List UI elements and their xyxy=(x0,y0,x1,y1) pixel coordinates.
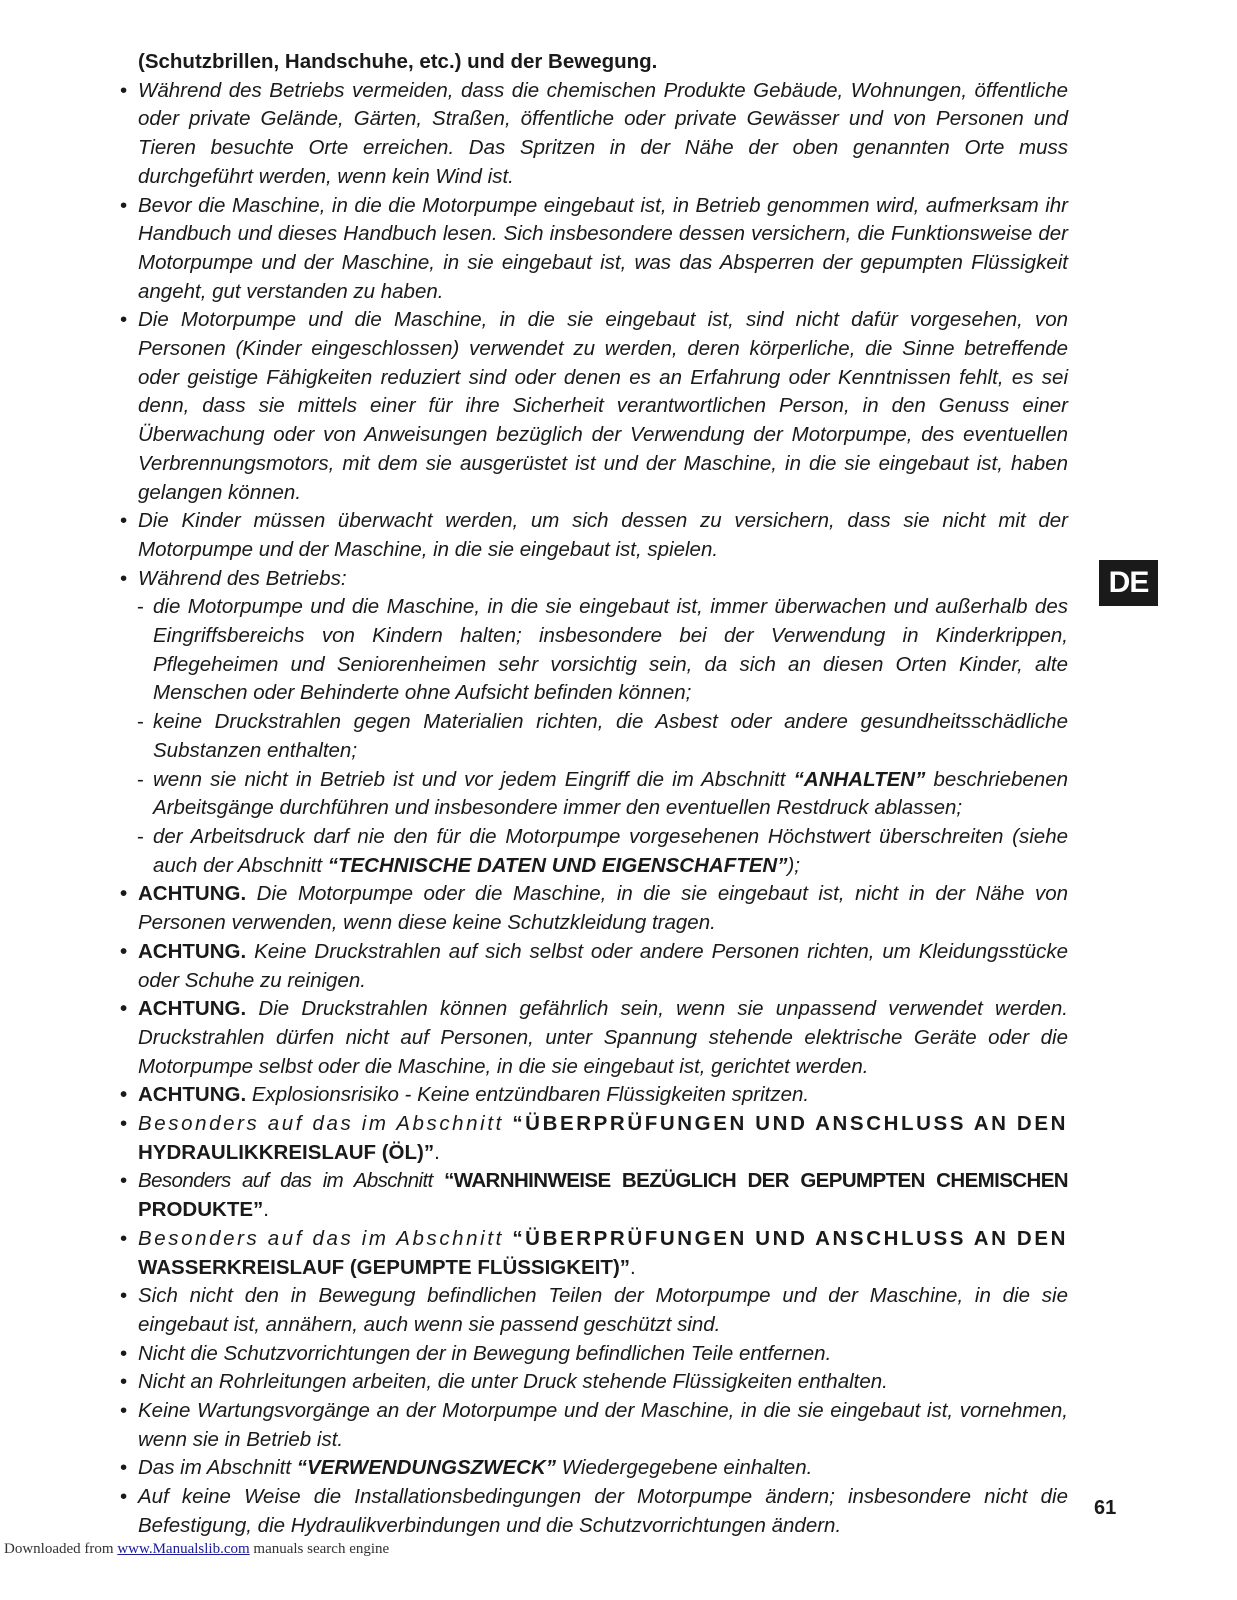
warning-text: Die Motorpumpe oder die Maschine, in die sie eingebaut ist, nicht in der Nähe von Personen verwenden, wenn diese keine Schutzkleidung tragen. xyxy=(138,882,1068,935)
section-reference: “ÜBERPRÜFUNGEN UND ANSCHLUSS AN DEN xyxy=(512,1112,1068,1136)
warning-label: ACHTUNG. xyxy=(138,997,247,1021)
bullet-marker: • xyxy=(120,1083,128,1107)
sub-item-text: die Motorpumpe und die Maschine, in die sie eingebaut ist, immer überwachen und außerhalb des Eingriffsbereichs von Kindern halten; insbesondere bei der Verwendung in Kinderkrippen, Pflegeheimen und Seniorenheimen sehr vorsichtig sein, da sich an diesen Orten Kinder, alte Menschen oder Behinderte ohne Aufsicht befinden können; xyxy=(153,595,1068,705)
sub-item-text: ); xyxy=(787,853,801,877)
bullet-marker: • xyxy=(120,1399,128,1423)
bullet-text: Auf keine Weise die Installationsbedingungen der Motorpumpe ändern; insbesondere nicht die Befestigung, die Hydraulikverbindungen und die Schutzvorrichtungen ändern. xyxy=(138,1485,1068,1537)
section-reference: WASSERKREISLAUF (GEPUMPTE FLÜSSIGKEIT)” xyxy=(138,1255,631,1279)
dash-marker: - xyxy=(137,595,144,619)
language-tab: DE xyxy=(1099,560,1158,606)
bullet-item xyxy=(120,565,1068,594)
bullet-text: Die Motorpumpe und die Maschine, in die sie eingebaut ist, sind nicht dafür vorgesehen, von Personen (Kinder eingeschlossen) verwendet zu werden, deren körperliche, die Sinne betreffende oder geistige Fähigkeiten reduziert sind oder denen es an Erfahrung oder Kenntnissen fehlt, es sei denn, dass sie mittels einer für ihre Sicherheit verantwortlichen Person, in den Genuss einer Überwachung oder von Anweisungen bezüglich der Verwendung der Motorpumpe, des eventuellen Verbrennungsmotors, mit dem sie ausgerüstet ist und der Maschine, in die sie eingebaut ist, haben gelangen können. xyxy=(138,308,1068,504)
bullet-marker: • xyxy=(120,509,128,533)
bullet-text: Bevor die Maschine, in die die Motorpumpe eingebaut ist, in Betrieb genommen wird, aufmerksam ihr Handbuch und dieses Handbuch lesen. Sich insbesondere dessen versichern, die Funktionsweise der Motorpumpe und der Maschine, in sie eingebaut ist, was das Absperren der gepumpten Flüssigkeit angeht, gut verstanden zu haben. xyxy=(138,193,1068,303)
bullet-text: Besonders auf das im Abschnitt xyxy=(138,1112,513,1136)
bullet-item xyxy=(120,1483,1068,1540)
bullet-text: Keine Wartungsvorgänge an der Motorpumpe und der Maschine, in die sie eingebaut ist, vornehmen, wenn sie in Betrieb ist. xyxy=(138,1399,1068,1451)
section-reference: PRODUKTE” xyxy=(138,1198,264,1222)
footer-suffix: manuals search engine xyxy=(249,1541,390,1557)
warning-text: Keine Druckstrahlen auf sich selbst oder andere Personen richten, um Kleidungsstücke oder Schuhe zu reinigen. xyxy=(138,939,1068,992)
bullet-marker: • xyxy=(120,1341,128,1365)
page-number: 61 xyxy=(1094,1497,1117,1519)
safety-instructions-text xyxy=(120,48,1068,1541)
sub-item xyxy=(120,593,1068,708)
section-reference: HYDRAULIKKREISLAUF (ÖL)” xyxy=(138,1140,435,1164)
dash-marker: - xyxy=(137,767,144,791)
bullet-text: Das im Abschnitt xyxy=(138,1456,297,1480)
bullet-marker: • xyxy=(120,193,128,217)
warning-label: ACHTUNG. xyxy=(138,1083,247,1107)
bullet-item xyxy=(120,1368,1068,1397)
section-reference: “TECHNISCHE DATEN UND EIGENSCHAFTEN” xyxy=(327,853,788,877)
sub-item xyxy=(120,823,1068,880)
warning-text: Die Druckstrahlen können gefährlich sein, wenn sie unpassend verwendet werden. Druckstrahlen dürfen nicht auf Personen, unter Spannung stehende elektrische Geräte oder die Motorpumpe selbst oder die Maschine, in die sie eingebaut ist, gerichtet werden. xyxy=(138,997,1068,1078)
sub-item xyxy=(120,766,1068,823)
paragraph-text: (Schutzbrillen, Handschuhe, etc.) und der Bewegung. xyxy=(138,50,658,73)
dash-marker: - xyxy=(137,824,144,848)
warning-text: Explosionsrisiko - Keine entzündbaren Flüssigkeiten spritzen. xyxy=(246,1083,810,1107)
bullet-item xyxy=(120,1110,1068,1167)
bullet-item xyxy=(120,507,1068,564)
bullet-marker: • xyxy=(120,1112,128,1136)
warning-label: ACHTUNG. xyxy=(138,882,247,906)
section-reference: “VERWENDUNGSZWECK” xyxy=(296,1456,557,1480)
sub-item-text: der Arbeitsdruck darf nie den für die Motorpumpe vorgesehenen Höchstwert überschreiten (siehe auch der Abschnitt xyxy=(153,824,1068,877)
bullet-item xyxy=(120,306,1068,507)
bullet-marker: • xyxy=(120,566,128,590)
bullet-text: Die Kinder müssen überwacht werden, um sich dessen zu versichern, dass sie nicht mit der Motorpumpe und der Maschine, in die sie eingebaut ist, spielen. xyxy=(138,509,1068,561)
footer-prefix: Downloaded from xyxy=(4,1541,118,1557)
bullet-marker: • xyxy=(120,308,128,332)
paragraph-continuation xyxy=(120,48,1068,77)
bullet-marker: • xyxy=(120,882,128,906)
bullet-text: . xyxy=(630,1255,636,1279)
section-reference: “WARNHINWEISE BEZÜGLICH DER GEPUMPTEN CHEMISCHEN xyxy=(444,1169,1068,1193)
bullet-item xyxy=(120,192,1068,307)
bullet-item xyxy=(120,1454,1068,1483)
download-footer xyxy=(4,1541,389,1558)
bullet-marker: • xyxy=(120,1456,128,1480)
warning-item xyxy=(120,880,1068,937)
sub-item-text: wenn sie nicht in Betrieb ist und vor jedem Eingriff die im Abschnitt xyxy=(153,767,794,791)
manualslib-link[interactable]: www.Manualslib.com xyxy=(117,1541,250,1557)
bullet-item xyxy=(120,77,1068,192)
bullet-marker: • xyxy=(120,1370,128,1394)
bullet-item xyxy=(120,1340,1068,1369)
bullet-marker: • xyxy=(120,1284,128,1308)
bullet-item xyxy=(120,1397,1068,1454)
bullet-marker: • xyxy=(120,939,128,963)
bullet-marker: • xyxy=(120,1485,128,1509)
bullet-item xyxy=(120,1282,1068,1339)
section-reference: “ANHALTEN” xyxy=(793,767,926,791)
bullet-text: . xyxy=(434,1140,440,1164)
bullet-text: Sich nicht den in Bewegung befindlichen Teilen der Motorpumpe und der Maschine, in die sie eingebaut ist, annähern, auch wenn sie passend geschützt sind. xyxy=(138,1284,1068,1336)
warning-item xyxy=(120,938,1068,995)
bullet-text: Nicht die Schutzvorrichtungen der in Bewegung befindlichen Teile entfernen. xyxy=(138,1341,832,1365)
warning-item xyxy=(120,995,1068,1081)
bullet-text: Besonders auf das im Abschnitt xyxy=(138,1226,513,1250)
bullet-item xyxy=(120,1167,1068,1224)
bullet-marker: • xyxy=(120,78,128,102)
sub-item-text: beschriebenen Arbeitsgänge durchführen und insbesondere immer den eventuellen Restdruck ablassen; xyxy=(153,767,1068,820)
bullet-marker: • xyxy=(120,997,128,1021)
bullet-text: Während des Betriebs vermeiden, dass die chemischen Produkte Gebäude, Wohnungen, öffentliche oder private Gelände, Gärten, Straßen, öffentliche oder private Gewässer und von Personen und Tieren besuchte Orte erreichen. Das Spritzen in der Nähe der oben genannten Orte muss durchgeführt werden, wenn kein Wind ist. xyxy=(138,78,1068,188)
warning-item xyxy=(120,1081,1068,1110)
bullet-marker: • xyxy=(120,1169,128,1193)
bullet-marker: • xyxy=(120,1226,128,1250)
sub-item xyxy=(120,708,1068,765)
bullet-text: Wiedergegebene einhalten. xyxy=(556,1456,813,1480)
bullet-text: Nicht an Rohrleitungen arbeiten, die unter Druck stehende Flüssigkeiten enthalten. xyxy=(138,1370,888,1394)
bullet-item xyxy=(120,1225,1068,1282)
dash-marker: - xyxy=(137,710,144,734)
sub-item-text: keine Druckstrahlen gegen Materialien richten, die Asbest oder andere gesundheitsschädliche Substanzen enthalten; xyxy=(153,710,1068,762)
bullet-text: Während des Betriebs: xyxy=(138,566,347,590)
bullet-text: Besonders auf das im Abschnitt xyxy=(138,1169,445,1193)
warning-label: ACHTUNG. xyxy=(138,939,247,963)
section-reference: “ÜBERPRÜFUNGEN UND ANSCHLUSS AN DEN xyxy=(512,1226,1068,1250)
bullet-text: . xyxy=(263,1198,269,1222)
